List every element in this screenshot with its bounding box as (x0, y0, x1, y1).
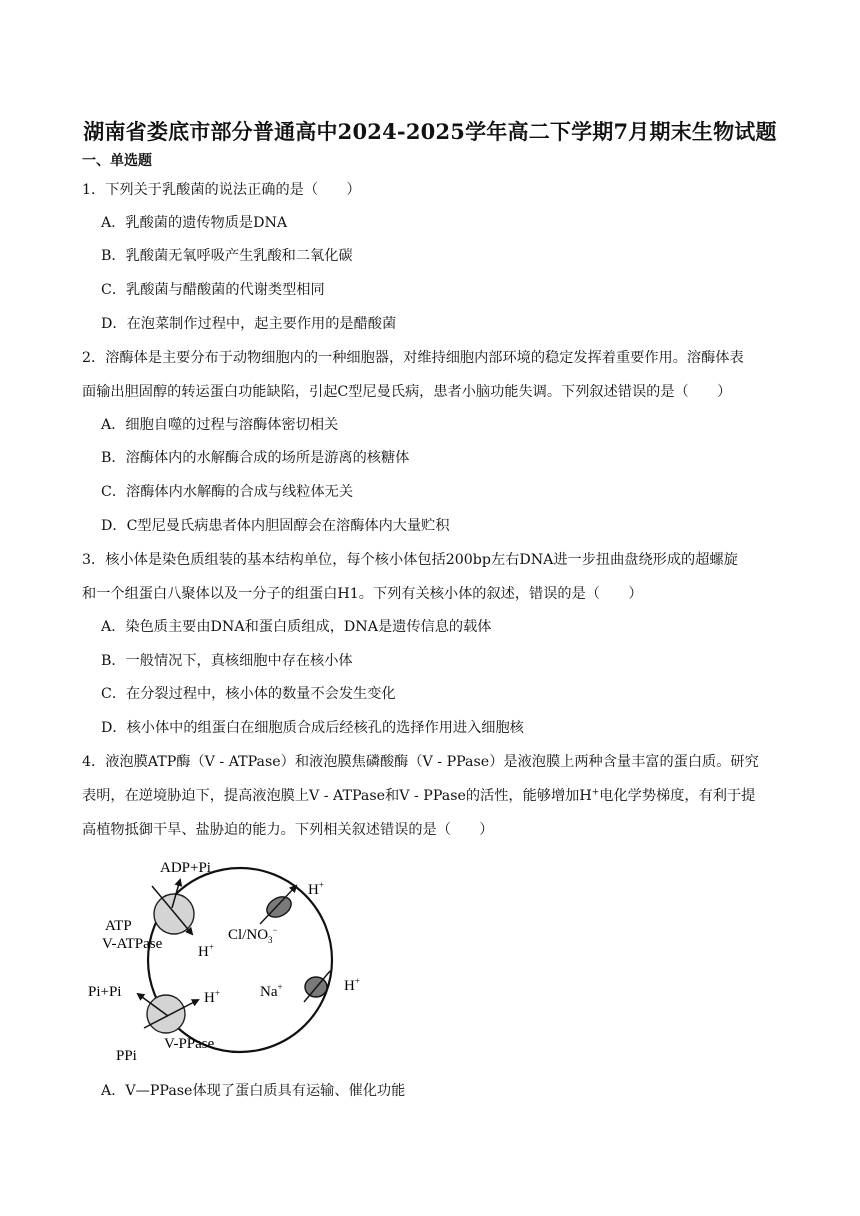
question-3-option-c: C．在分裂过程中，核小体的数量不会发生变化 (101, 686, 396, 702)
h-ion-label-ppase: H+ (204, 988, 220, 1006)
atp-label: ATP (105, 918, 132, 934)
section-heading: 一、单选题 (82, 153, 152, 169)
question-2-option-a: A．细胞自噬的过程与溶酶体密切相关 (101, 417, 339, 433)
question-3-option-a: A．染色质主要由DNA和蛋白质组成，DNA是遗传信息的载体 (101, 619, 492, 635)
na-ion-label: Na+ (260, 982, 283, 1000)
v-atpase-label: V-ATPase (102, 936, 163, 952)
page-title: 湖南省娄底市部分普通高中2024-2025学年高二下学期7月期末生物试题 (83, 119, 777, 144)
question-2-stem-line-1: 2．溶酶体是主要分布于动物细胞内的一种细胞器，对维持细胞内部环境的稳定发挥着重要作用。溶酶体表 (82, 350, 744, 366)
question-1-option-c: C．乳酸菌与醋酸菌的代谢类型相同 (101, 282, 325, 298)
question-1-option-b: B．乳酸菌无氧呼吸产生乳酸和二氧化碳 (101, 248, 353, 264)
question-3-option-d: D．核小体中的组蛋白在细胞质合成后经核孔的选择作用进入细胞核 (101, 720, 524, 736)
question-4-stem-line-2: 表明，在逆境胁迫下，提高液泡膜上V - ATPase和V - PPase的活性，能够增加H+电化学势梯度，有利于提 (82, 787, 756, 804)
question-2-option-d: D．C型尼曼氏病患者体内胆固醇会在溶酶体内大量贮积 (101, 518, 450, 534)
question-1-option-a: A．乳酸菌的遗传物质是DNA (101, 215, 288, 231)
na-antiporter (304, 971, 330, 1002)
ppi-label: PPi (116, 1048, 137, 1064)
h-ion-label-na: H+ (344, 976, 360, 994)
question-4-option-a: A．V—PPase体现了蛋白质具有运输、催化功能 (101, 1083, 406, 1099)
question-1-stem: 1．下列关于乳酸菌的说法正确的是（ ） (82, 182, 361, 198)
question-1-option-d: D．在泡菜制作过程中，起主要作用的是醋酸菌 (101, 316, 397, 332)
v-ppase-label: V-PPase (164, 1036, 215, 1052)
question-3-option-b: B．一般情况下，真核细胞中存在核小体 (101, 653, 353, 669)
cl-no3-antiporter (260, 886, 296, 924)
v-atpase-enzyme (152, 880, 194, 934)
pi-pi-label: Pi+Pi (88, 984, 122, 1000)
question-2-option-b: B．溶酶体内的水解酶合成的场所是游离的核糖体 (101, 450, 410, 466)
question-3-stem-line-1: 3．核小体是染色质组装的基本结构单位，每个核小体包括200bp左右DNA进一步扭曲盘绕形成的超螺旋 (82, 552, 738, 568)
cl-no3-label: $Cl/NO_3^-$ (228, 925, 278, 945)
question-4-stem-line-1: 4．液泡膜ATP酶（V - ATPase）和液泡膜焦磷酸酶（V - PPase）是液泡膜上两种含量丰富的蛋白质。研究 (82, 754, 759, 770)
question-3-stem-line-2: 和一个组蛋白八聚体以及一分子的组蛋白H1。下列有关核小体的叙述，错误的是（ ） (82, 586, 643, 602)
question-2-stem-line-2: 面输出胆固醇的转运蛋白功能缺陷，引起C型尼曼氏病，患者小脑功能失调。下列叙述错误的是（ ） (82, 384, 732, 400)
adp-pi-label: ADP+Pi (160, 860, 211, 876)
vacuole-membrane-figure (80, 850, 380, 1065)
question-4-stem-line-3: 高植物抵御干旱、盐胁迫的能力。下列相关叙述错误的是（ ） (82, 822, 494, 838)
question-2-option-c: C．溶酶体内水解酶的合成与线粒体无关 (101, 484, 354, 500)
v-ppase-enzyme (138, 994, 198, 1033)
h-ion-label-cl: H+ (308, 880, 324, 898)
h-ion-label-atpase: H+ (198, 942, 214, 960)
